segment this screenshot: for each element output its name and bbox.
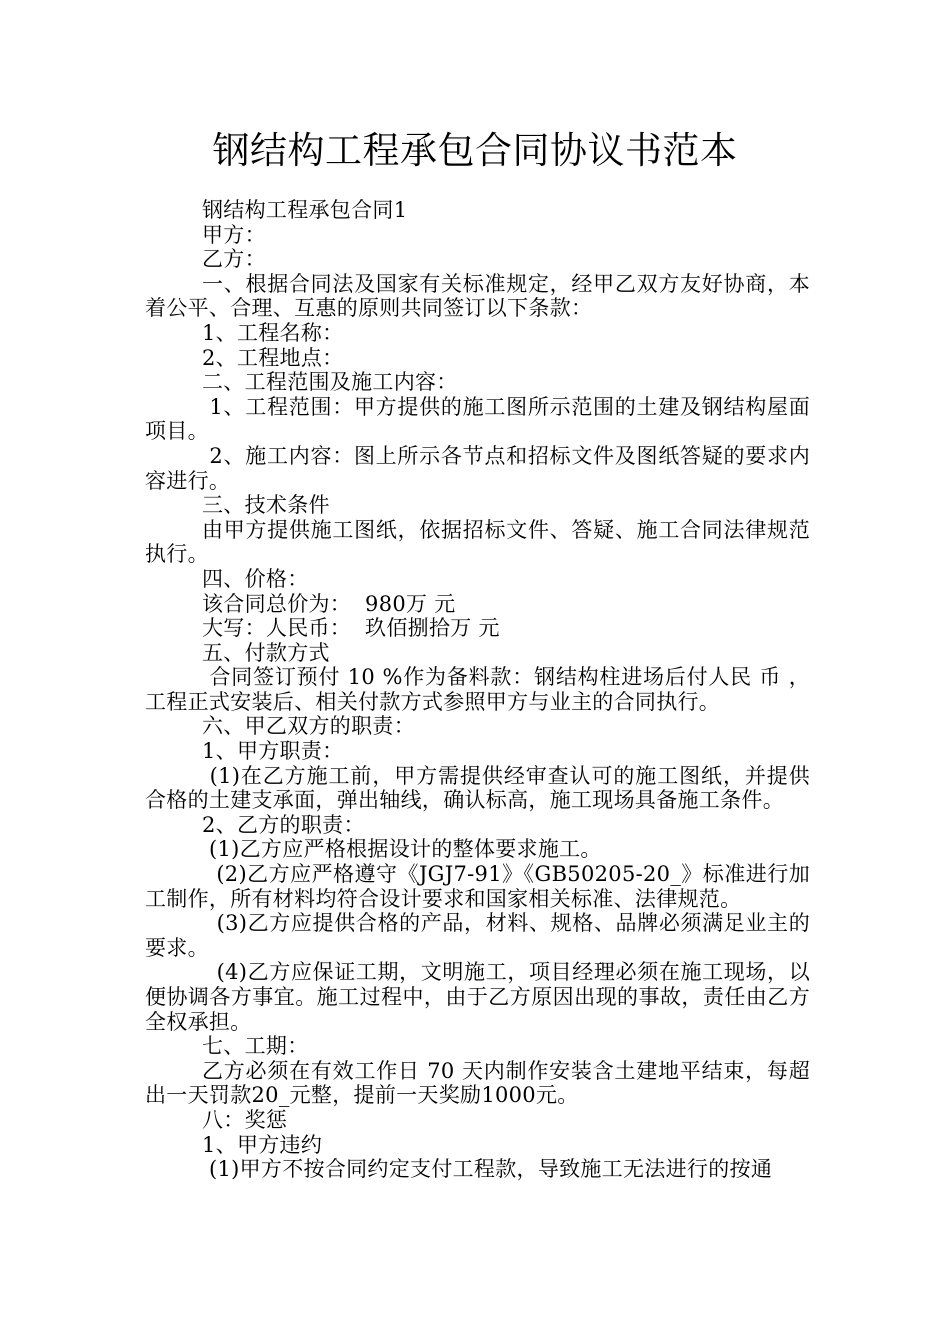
paragraph: 乙方必须在有效工作日 70 天内制作安装含土建地平结束，每超出一天罚款20_元整，提前一天奖励1000元。 bbox=[145, 1058, 810, 1108]
paragraph: 二、工程范围及施工内容： bbox=[202, 370, 458, 395]
document-title: 钢结构工程承包合同协议书范本 bbox=[212, 129, 738, 172]
paragraph: 八：奖惩 bbox=[202, 1107, 288, 1132]
paragraph: 1、甲方职责： bbox=[202, 739, 344, 764]
paragraph: 三、技术条件 bbox=[202, 493, 330, 518]
paragraph: 钢结构工程承包合同1 bbox=[202, 198, 408, 222]
paragraph: 四、价格： bbox=[202, 566, 309, 591]
paragraph: 合同签订预付 10 %作为备料款：钢结构柱进场后付人民 币 ，工程正式安装后、相关付款方式参照甲方与业主的合同执行。 bbox=[145, 665, 810, 714]
paragraph: 1、工程名称： bbox=[202, 320, 344, 345]
document-body bbox=[145, 198, 810, 1182]
paragraph: (1)乙方应严格根据设计的整体要求施工。 bbox=[202, 837, 602, 862]
paragraph: 乙方： bbox=[202, 247, 266, 272]
paragraph: (3)乙方应提供合格的产品，材料、规格、品牌必须满足业主的要求。 bbox=[145, 911, 810, 960]
paragraph: 五、付款方式 bbox=[202, 640, 330, 665]
paragraph: 2、施工内容：图上所示各节点和招标文件及图纸答疑的要求内容进行。 bbox=[145, 443, 810, 493]
paragraph: 大写：人民币： 玖佰捌拾万 元 bbox=[202, 616, 500, 641]
paragraph: 一、根据合同法及国家有关标准规定，经甲乙双方友好协商，本着公平、合理、互惠的原则共同签订以下条款： bbox=[145, 271, 810, 321]
paragraph: 七、工期： bbox=[202, 1034, 309, 1059]
paragraph: (4)乙方应保证工期，文明施工，项目经理必须在施工现场，以便协调各方事宜。施工过程中，由于乙方原因出现的事故，责任由乙方全权承担。 bbox=[145, 960, 810, 1034]
paragraph: 由甲方提供施工图纸，依据招标文件、答疑、施工合同法律规范执行。 bbox=[145, 517, 810, 567]
paragraph: (2)乙方应严格遵守《JGJ7-91》《GB50205-20_》标准进行加工制作，所有材料均符合设计要求和国家相关标准、法律规范。 bbox=[145, 862, 810, 911]
paragraph: (1)甲方不按合同约定支付工程款，导致施工无法进行的按通 bbox=[202, 1157, 773, 1182]
paragraph: 该合同总价为： 980万 元 bbox=[202, 591, 456, 616]
paragraph: 2、工程地点： bbox=[202, 345, 344, 370]
paragraph: (1)在乙方施工前，甲方需提供经审查认可的施工图纸，并提供合格的土建支承面，弹出轴线，确认标高，施工现场具备施工条件。 bbox=[145, 763, 810, 813]
paragraph: 1、甲方违约 bbox=[202, 1132, 323, 1157]
paragraph: 甲方： bbox=[202, 222, 266, 247]
paragraph: 1、工程范围：甲方提供的施工图所示范围的土建及钢结构屋面项目。 bbox=[145, 394, 810, 444]
paragraph: 六、甲乙双方的职责： bbox=[202, 714, 415, 739]
paragraph: 2、乙方的职责： bbox=[202, 812, 365, 837]
